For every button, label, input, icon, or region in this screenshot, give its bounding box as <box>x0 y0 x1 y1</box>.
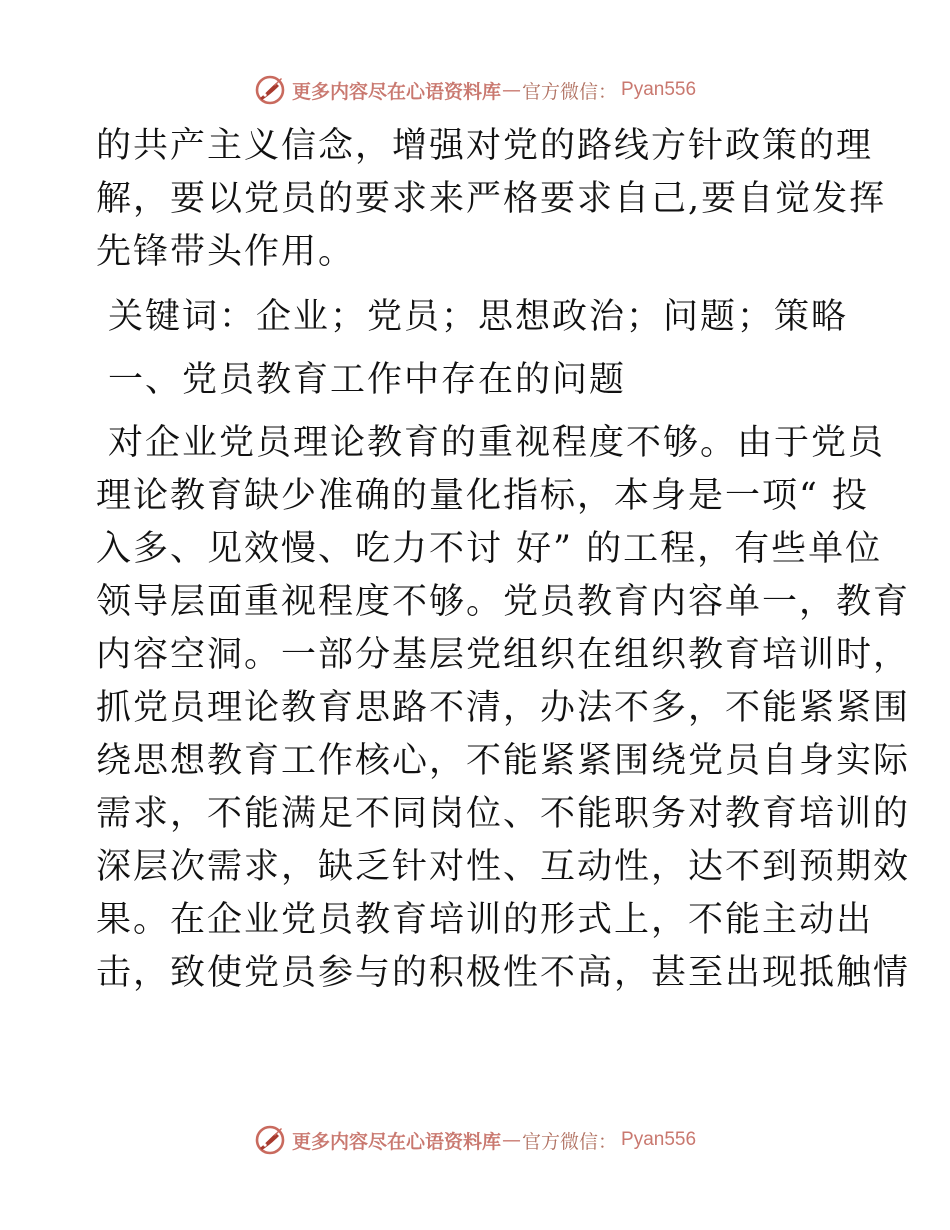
text-line: 的共产主义信念，增强对党的路线方针政策的理 <box>96 126 874 166</box>
text-line: 需求，不能满足不同岗位、不能职务对教育培训的 <box>96 794 911 834</box>
text-line: 理论教育缺少准确的量化指标，本身是一项“ 投 <box>96 476 870 516</box>
text-line: 先锋带头作用。 <box>96 232 356 272</box>
footer-banner <box>0 1120 950 1160</box>
text-line: 抓党员理论教育思路不清，办法不多，不能紧紧围 <box>96 688 911 728</box>
text-line: 绕思想教育工作核心，不能紧紧围绕党员自身实际 <box>96 741 911 781</box>
banner-separator: ： <box>598 1130 618 1153</box>
text-line: 内容空洞。一部分基层党组织在组织教育培训时， <box>96 635 911 675</box>
header-banner <box>0 70 950 110</box>
text-line: 深层次需求，缺乏针对性、互动性，达不到预期效 <box>96 847 911 887</box>
keywords-line: 关键词：企业；党员；思想政治；问题；策略 <box>108 297 849 337</box>
text-line: 领导层面重视程度不够。党员教育内容单一，教育 <box>96 582 911 622</box>
text-line: 击，致使党员参与的积极性不高，甚至出现抵触情 <box>96 953 911 993</box>
banner-label: 官方微信 <box>521 80 598 103</box>
banner-wechat-id: Pyan556 <box>621 79 697 100</box>
banner-separator: ： <box>598 80 618 103</box>
text-line: 入多、见效慢、吃力不讨 好” 的工程，有些单位 <box>96 529 883 569</box>
text-line: 解，要以党员的要求来严格要求自己,要自觉发挥 <box>96 179 887 219</box>
banner-dash: — <box>501 79 521 101</box>
pen-nib-circle-icon <box>254 74 286 106</box>
text-line: 对企业党员理论教育的重视程度不够。由于党员 <box>108 423 886 463</box>
banner-main-text: 更多内容尽在心语资料库 <box>291 80 501 103</box>
document-body <box>96 120 911 1000</box>
banner-dash: — <box>501 1129 521 1151</box>
paragraph-continued <box>96 120 887 279</box>
banner-main-text: 更多内容尽在心语资料库 <box>291 1130 501 1153</box>
text-line: 果。在企业党员教育培训的形式上，不能主动出 <box>96 900 874 940</box>
section-heading: 一、党员教育工作中存在的问题 <box>108 360 627 400</box>
banner-wechat-id: Pyan556 <box>621 1129 697 1150</box>
paragraph-main <box>96 417 911 1000</box>
pen-nib-circle-icon <box>254 1124 286 1156</box>
banner-label: 官方微信 <box>521 1130 598 1153</box>
